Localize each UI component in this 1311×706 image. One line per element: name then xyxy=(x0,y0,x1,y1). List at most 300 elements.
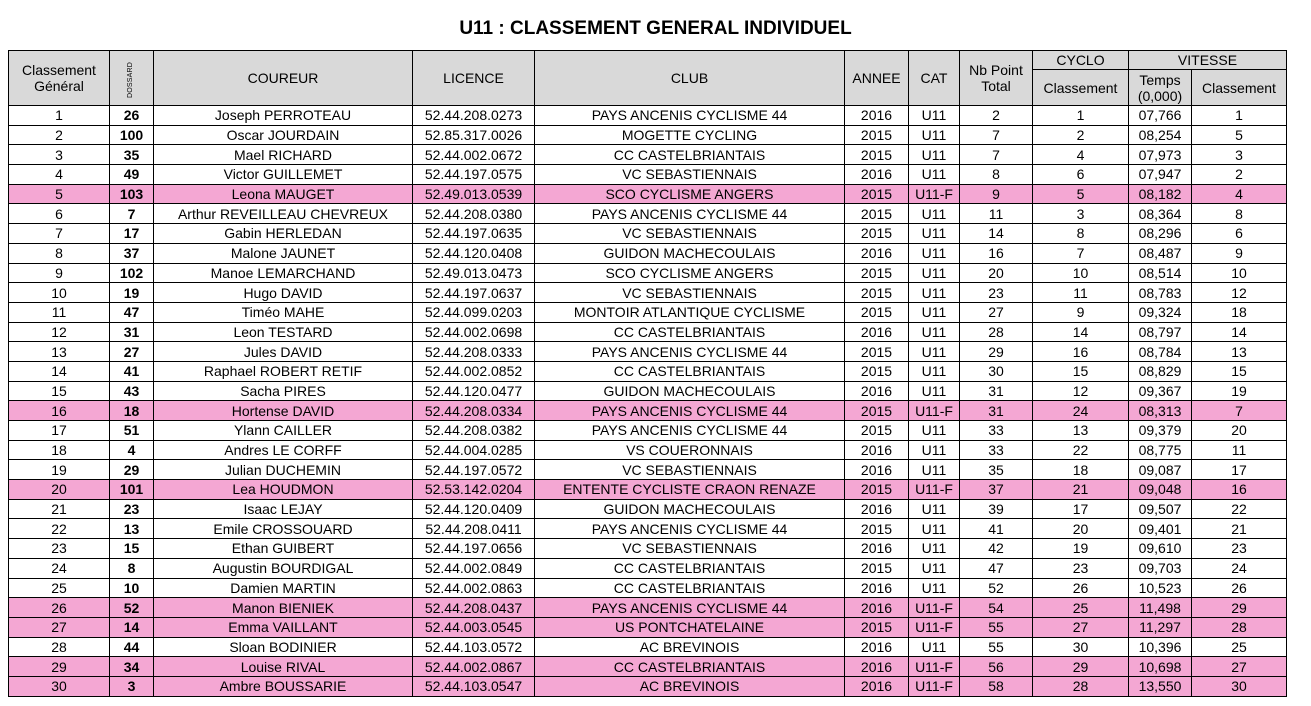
cell-vitesse-temps: 08,829 xyxy=(1129,361,1192,381)
cell-classement-general: 14 xyxy=(9,361,110,381)
cell-cyclo-classement: 23 xyxy=(1033,558,1129,578)
cell-club: CC CASTELBRIANTAIS xyxy=(535,657,845,677)
cell-cat: U11 xyxy=(909,283,960,303)
cell-nb-point-total: 23 xyxy=(960,283,1033,303)
cell-dossard: 44 xyxy=(110,637,154,657)
cell-licence: 52.44.208.0437 xyxy=(413,598,535,618)
cell-dossard: 49 xyxy=(110,165,154,185)
cell-coureur: Mael RICHARD xyxy=(154,145,413,165)
cell-classement-general: 10 xyxy=(9,283,110,303)
table-row xyxy=(9,381,1287,401)
cell-nb-point-total: 47 xyxy=(960,558,1033,578)
cell-licence: 52.44.120.0408 xyxy=(413,243,535,263)
cell-club: GUIDON MACHECOULAIS xyxy=(535,243,845,263)
cell-classement-general: 9 xyxy=(9,263,110,283)
cell-licence: 52.44.208.0411 xyxy=(413,519,535,539)
cell-classement-general: 26 xyxy=(9,598,110,618)
cell-vitesse-temps: 10,698 xyxy=(1129,657,1192,677)
cell-vitesse-temps: 08,313 xyxy=(1129,401,1192,421)
cell-licence: 52.44.197.0637 xyxy=(413,283,535,303)
cell-club: ENTENTE CYCLISTE CRAON RENAZE xyxy=(535,480,845,500)
table-row xyxy=(9,263,1287,283)
cell-club: CC CASTELBRIANTAIS xyxy=(535,361,845,381)
cell-licence: 52.44.208.0382 xyxy=(413,421,535,441)
cell-club: PAYS ANCENIS CYCLISME 44 xyxy=(535,204,845,224)
table-row xyxy=(9,480,1287,500)
cell-annee: 2015 xyxy=(845,558,909,578)
cell-nb-point-total: 7 xyxy=(960,125,1033,145)
cell-cat: U11 xyxy=(909,342,960,362)
page-title: U11 : CLASSEMENT GENERAL INDIVIDUEL xyxy=(459,18,852,39)
header-vitesse-temps: Temps (0,000) xyxy=(1129,70,1192,106)
cell-vitesse-classement: 22 xyxy=(1192,499,1287,519)
cell-dossard: 3 xyxy=(110,676,154,696)
cell-dossard: 47 xyxy=(110,302,154,322)
table-row xyxy=(9,598,1287,618)
cell-coureur: Leon TESTARD xyxy=(154,322,413,342)
cell-classement-general: 13 xyxy=(9,342,110,362)
cell-club: CC CASTELBRIANTAIS xyxy=(535,578,845,598)
cell-classement-general: 8 xyxy=(9,243,110,263)
cell-annee: 2015 xyxy=(845,283,909,303)
cell-cat: U11 xyxy=(909,361,960,381)
header-licence: LICENCE xyxy=(413,51,535,106)
header-annee: ANNEE xyxy=(845,51,909,106)
cell-cat: U11-F xyxy=(909,184,960,204)
cell-cyclo-classement: 2 xyxy=(1033,125,1129,145)
cell-nb-point-total: 58 xyxy=(960,676,1033,696)
cell-classement-general: 30 xyxy=(9,676,110,696)
cell-coureur: Emma VAILLANT xyxy=(154,617,413,637)
cell-club: VC SEBASTIENNAIS xyxy=(535,165,845,185)
cell-cat: U11-F xyxy=(909,676,960,696)
cell-cyclo-classement: 4 xyxy=(1033,145,1129,165)
cell-dossard: 8 xyxy=(110,558,154,578)
header-vitesse: VITESSE xyxy=(1129,51,1287,70)
cell-annee: 2016 xyxy=(845,243,909,263)
cell-cyclo-classement: 13 xyxy=(1033,421,1129,441)
cell-licence: 52.44.208.0273 xyxy=(413,106,535,126)
cell-cyclo-classement: 19 xyxy=(1033,539,1129,559)
cell-dossard: 13 xyxy=(110,519,154,539)
cell-vitesse-temps: 07,766 xyxy=(1129,106,1192,126)
cell-annee: 2016 xyxy=(845,676,909,696)
table-row xyxy=(9,519,1287,539)
cell-vitesse-temps: 09,401 xyxy=(1129,519,1192,539)
cell-vitesse-classement: 1 xyxy=(1192,106,1287,126)
cell-nb-point-total: 52 xyxy=(960,578,1033,598)
cell-cyclo-classement: 9 xyxy=(1033,302,1129,322)
cell-club: PAYS ANCENIS CYCLISME 44 xyxy=(535,598,845,618)
cell-licence: 52.44.103.0547 xyxy=(413,676,535,696)
cell-vitesse-classement: 15 xyxy=(1192,361,1287,381)
table-body xyxy=(9,106,1287,697)
cell-cyclo-classement: 1 xyxy=(1033,106,1129,126)
cell-cyclo-classement: 30 xyxy=(1033,637,1129,657)
cell-cat: U11-F xyxy=(909,480,960,500)
cell-vitesse-temps: 09,367 xyxy=(1129,381,1192,401)
cell-coureur: Raphael ROBERT RETIF xyxy=(154,361,413,381)
cell-nb-point-total: 20 xyxy=(960,263,1033,283)
cell-dossard: 17 xyxy=(110,224,154,244)
cell-cyclo-classement: 16 xyxy=(1033,342,1129,362)
cell-nb-point-total: 11 xyxy=(960,204,1033,224)
cell-annee: 2015 xyxy=(845,145,909,165)
cell-vitesse-temps: 08,296 xyxy=(1129,224,1192,244)
cell-nb-point-total: 33 xyxy=(960,421,1033,441)
cell-coureur: Malone JAUNET xyxy=(154,243,413,263)
cell-classement-general: 29 xyxy=(9,657,110,677)
cell-licence: 52.44.002.0698 xyxy=(413,322,535,342)
cell-cyclo-classement: 12 xyxy=(1033,381,1129,401)
cell-cat: U11 xyxy=(909,381,960,401)
cell-annee: 2015 xyxy=(845,342,909,362)
cell-classement-general: 3 xyxy=(9,145,110,165)
cell-annee: 2015 xyxy=(845,302,909,322)
cell-annee: 2015 xyxy=(845,125,909,145)
cell-vitesse-classement: 19 xyxy=(1192,381,1287,401)
cell-licence: 52.85.317.0026 xyxy=(413,125,535,145)
cell-licence: 52.44.197.0635 xyxy=(413,224,535,244)
cell-annee: 2015 xyxy=(845,480,909,500)
cell-cat: U11 xyxy=(909,302,960,322)
table-row xyxy=(9,637,1287,657)
cell-annee: 2016 xyxy=(845,539,909,559)
cell-coureur: Julian DUCHEMIN xyxy=(154,460,413,480)
cell-coureur: Hortense DAVID xyxy=(154,401,413,421)
cell-vitesse-temps: 08,797 xyxy=(1129,322,1192,342)
header-dossard xyxy=(110,51,154,106)
cell-vitesse-temps: 07,947 xyxy=(1129,165,1192,185)
cell-cat: U11-F xyxy=(909,657,960,677)
cell-cat: U11 xyxy=(909,558,960,578)
cell-coureur: Oscar JOURDAIN xyxy=(154,125,413,145)
cell-nb-point-total: 2 xyxy=(960,106,1033,126)
cell-licence: 52.44.002.0852 xyxy=(413,361,535,381)
cell-annee: 2015 xyxy=(845,263,909,283)
table-row xyxy=(9,539,1287,559)
cell-classement-general: 12 xyxy=(9,322,110,342)
cell-coureur: Joseph PERROTEAU xyxy=(154,106,413,126)
cell-licence: 52.44.208.0334 xyxy=(413,401,535,421)
cell-annee: 2015 xyxy=(845,617,909,637)
cell-vitesse-temps: 08,182 xyxy=(1129,184,1192,204)
cell-vitesse-classement: 8 xyxy=(1192,204,1287,224)
cell-dossard: 4 xyxy=(110,440,154,460)
cell-licence: 52.44.003.0545 xyxy=(413,617,535,637)
cell-coureur: Arthur REVEILLEAU CHEVREUX xyxy=(154,204,413,224)
cell-cat: U11 xyxy=(909,106,960,126)
cell-coureur: Victor GUILLEMET xyxy=(154,165,413,185)
cell-cat: U11 xyxy=(909,440,960,460)
cell-annee: 2016 xyxy=(845,322,909,342)
header-coureur: COUREUR xyxy=(154,51,413,106)
cell-coureur: Louise RIVAL xyxy=(154,657,413,677)
cell-annee: 2016 xyxy=(845,637,909,657)
cell-vitesse-temps: 11,498 xyxy=(1129,598,1192,618)
cell-licence: 52.49.013.0473 xyxy=(413,263,535,283)
cell-dossard: 101 xyxy=(110,480,154,500)
cell-classement-general: 5 xyxy=(9,184,110,204)
cell-cyclo-classement: 3 xyxy=(1033,204,1129,224)
cell-licence: 52.44.103.0572 xyxy=(413,637,535,657)
cell-licence: 52.44.208.0380 xyxy=(413,204,535,224)
table-row xyxy=(9,145,1287,165)
header-cyclo: CYCLO xyxy=(1033,51,1129,70)
table-row xyxy=(9,617,1287,637)
cell-cat: U11-F xyxy=(909,401,960,421)
cell-cat: U11 xyxy=(909,224,960,244)
cell-club: PAYS ANCENIS CYCLISME 44 xyxy=(535,106,845,126)
cell-cyclo-classement: 21 xyxy=(1033,480,1129,500)
cell-vitesse-temps: 08,254 xyxy=(1129,125,1192,145)
cell-coureur: Damien MARTIN xyxy=(154,578,413,598)
cell-vitesse-temps: 09,507 xyxy=(1129,499,1192,519)
cell-cyclo-classement: 22 xyxy=(1033,440,1129,460)
cell-vitesse-temps: 08,784 xyxy=(1129,342,1192,362)
cell-vitesse-classement: 5 xyxy=(1192,125,1287,145)
cell-vitesse-temps: 09,703 xyxy=(1129,558,1192,578)
header-classement-general: Classement Général xyxy=(9,51,110,106)
table-row xyxy=(9,243,1287,263)
cell-classement-general: 17 xyxy=(9,421,110,441)
cell-licence: 52.44.002.0849 xyxy=(413,558,535,578)
cell-nb-point-total: 56 xyxy=(960,657,1033,677)
cell-coureur: Manon BIENIEK xyxy=(154,598,413,618)
cell-vitesse-classement: 29 xyxy=(1192,598,1287,618)
cell-annee: 2016 xyxy=(845,165,909,185)
cell-licence: 52.44.099.0203 xyxy=(413,302,535,322)
cell-coureur: Jules DAVID xyxy=(154,342,413,362)
cell-vitesse-classement: 14 xyxy=(1192,322,1287,342)
cell-vitesse-classement: 7 xyxy=(1192,401,1287,421)
cell-vitesse-temps: 09,048 xyxy=(1129,480,1192,500)
cell-vitesse-temps: 08,783 xyxy=(1129,283,1192,303)
table-row xyxy=(9,401,1287,421)
cell-annee: 2016 xyxy=(845,499,909,519)
cell-vitesse-classement: 12 xyxy=(1192,283,1287,303)
cell-annee: 2015 xyxy=(845,519,909,539)
cell-nb-point-total: 14 xyxy=(960,224,1033,244)
table-row xyxy=(9,578,1287,598)
header-nb-point-total: Nb Point Total xyxy=(960,51,1033,106)
cell-vitesse-temps: 08,775 xyxy=(1129,440,1192,460)
table-row xyxy=(9,204,1287,224)
cell-classement-general: 6 xyxy=(9,204,110,224)
cell-dossard: 35 xyxy=(110,145,154,165)
header-club: CLUB xyxy=(535,51,845,106)
cell-dossard: 18 xyxy=(110,401,154,421)
cell-vitesse-temps: 10,523 xyxy=(1129,578,1192,598)
cell-cat: U11 xyxy=(909,637,960,657)
cell-classement-general: 18 xyxy=(9,440,110,460)
cell-cyclo-classement: 24 xyxy=(1033,401,1129,421)
cell-classement-general: 1 xyxy=(9,106,110,126)
cell-nb-point-total: 33 xyxy=(960,440,1033,460)
cell-vitesse-classement: 4 xyxy=(1192,184,1287,204)
cell-vitesse-classement: 3 xyxy=(1192,145,1287,165)
cell-club: AC BREVINOIS xyxy=(535,637,845,657)
cell-coureur: Emile CROSSOUARD xyxy=(154,519,413,539)
cell-dossard: 14 xyxy=(110,617,154,637)
cell-annee: 2015 xyxy=(845,204,909,224)
cell-classement-general: 20 xyxy=(9,480,110,500)
cell-vitesse-classement: 6 xyxy=(1192,224,1287,244)
cell-cyclo-classement: 5 xyxy=(1033,184,1129,204)
cell-coureur: Lea HOUDMON xyxy=(154,480,413,500)
table-row xyxy=(9,165,1287,185)
cell-annee: 2015 xyxy=(845,361,909,381)
cell-classement-general: 4 xyxy=(9,165,110,185)
cell-vitesse-classement: 24 xyxy=(1192,558,1287,578)
cell-annee: 2016 xyxy=(845,440,909,460)
cell-club: MONTOIR ATLANTIQUE CYCLISME xyxy=(535,302,845,322)
cell-club: GUIDON MACHECOULAIS xyxy=(535,381,845,401)
cell-dossard: 34 xyxy=(110,657,154,677)
cell-coureur: Augustin BOURDIGAL xyxy=(154,558,413,578)
cell-cyclo-classement: 15 xyxy=(1033,361,1129,381)
table-row xyxy=(9,361,1287,381)
cell-club: VC SEBASTIENNAIS xyxy=(535,539,845,559)
cell-annee: 2016 xyxy=(845,598,909,618)
cell-nb-point-total: 30 xyxy=(960,361,1033,381)
cell-annee: 2015 xyxy=(845,224,909,244)
cell-nb-point-total: 16 xyxy=(960,243,1033,263)
cell-dossard: 100 xyxy=(110,125,154,145)
cell-licence: 52.44.002.0672 xyxy=(413,145,535,165)
cell-annee: 2015 xyxy=(845,184,909,204)
cell-cat: U11 xyxy=(909,243,960,263)
cell-coureur: Timéo MAHE xyxy=(154,302,413,322)
cell-cat: U11-F xyxy=(909,598,960,618)
cell-coureur: Ambre BOUSSARIE xyxy=(154,676,413,696)
cell-classement-general: 7 xyxy=(9,224,110,244)
cell-cyclo-classement: 7 xyxy=(1033,243,1129,263)
table-row xyxy=(9,440,1287,460)
cell-licence: 52.44.197.0575 xyxy=(413,165,535,185)
header-cat: CAT xyxy=(909,51,960,106)
cell-cyclo-classement: 14 xyxy=(1033,322,1129,342)
cell-club: PAYS ANCENIS CYCLISME 44 xyxy=(535,342,845,362)
cell-dossard: 31 xyxy=(110,322,154,342)
cell-club: PAYS ANCENIS CYCLISME 44 xyxy=(535,421,845,441)
cell-classement-general: 25 xyxy=(9,578,110,598)
table-row xyxy=(9,184,1287,204)
cell-licence: 52.44.208.0333 xyxy=(413,342,535,362)
cell-vitesse-classement: 30 xyxy=(1192,676,1287,696)
cell-dossard: 19 xyxy=(110,283,154,303)
cell-annee: 2015 xyxy=(845,401,909,421)
cell-vitesse-temps: 09,324 xyxy=(1129,302,1192,322)
results-table xyxy=(8,50,1287,697)
cell-classement-general: 27 xyxy=(9,617,110,637)
cell-annee: 2016 xyxy=(845,106,909,126)
cell-vitesse-temps: 09,379 xyxy=(1129,421,1192,441)
cell-vitesse-classement: 10 xyxy=(1192,263,1287,283)
cell-annee: 2016 xyxy=(845,381,909,401)
cell-club: US PONTCHATELAINE xyxy=(535,617,845,637)
cell-annee: 2015 xyxy=(845,421,909,441)
cell-vitesse-temps: 08,514 xyxy=(1129,263,1192,283)
cell-nb-point-total: 37 xyxy=(960,480,1033,500)
cell-vitesse-classement: 28 xyxy=(1192,617,1287,637)
table-row xyxy=(9,283,1287,303)
cell-nb-point-total: 55 xyxy=(960,617,1033,637)
cell-cyclo-classement: 17 xyxy=(1033,499,1129,519)
cell-cat: U11 xyxy=(909,519,960,539)
cell-club: SCO CYCLISME ANGERS xyxy=(535,263,845,283)
cell-classement-general: 23 xyxy=(9,539,110,559)
cell-nb-point-total: 28 xyxy=(960,322,1033,342)
cell-nb-point-total: 54 xyxy=(960,598,1033,618)
table-row xyxy=(9,558,1287,578)
cell-dossard: 43 xyxy=(110,381,154,401)
cell-vitesse-temps: 09,087 xyxy=(1129,460,1192,480)
cell-club: CC CASTELBRIANTAIS xyxy=(535,145,845,165)
cell-cyclo-classement: 18 xyxy=(1033,460,1129,480)
cell-nb-point-total: 55 xyxy=(960,637,1033,657)
cell-cat: U11 xyxy=(909,204,960,224)
cell-licence: 52.44.002.0867 xyxy=(413,657,535,677)
cell-cyclo-classement: 11 xyxy=(1033,283,1129,303)
cell-classement-general: 2 xyxy=(9,125,110,145)
cell-dossard: 52 xyxy=(110,598,154,618)
cell-cat: U11 xyxy=(909,125,960,145)
cell-nb-point-total: 9 xyxy=(960,184,1033,204)
table-row xyxy=(9,302,1287,322)
cell-nb-point-total: 42 xyxy=(960,539,1033,559)
cell-licence: 52.53.142.0204 xyxy=(413,480,535,500)
cell-vitesse-classement: 26 xyxy=(1192,578,1287,598)
cell-licence: 52.44.120.0409 xyxy=(413,499,535,519)
cell-vitesse-classement: 11 xyxy=(1192,440,1287,460)
cell-classement-general: 15 xyxy=(9,381,110,401)
cell-vitesse-classement: 21 xyxy=(1192,519,1287,539)
cell-cat: U11 xyxy=(909,421,960,441)
cell-club: CC CASTELBRIANTAIS xyxy=(535,322,845,342)
cell-cat: U11-F xyxy=(909,617,960,637)
cell-vitesse-classement: 18 xyxy=(1192,302,1287,322)
table-row xyxy=(9,460,1287,480)
cell-coureur: Ylann CAILLER xyxy=(154,421,413,441)
cell-club: GUIDON MACHECOULAIS xyxy=(535,499,845,519)
cell-vitesse-temps: 08,364 xyxy=(1129,204,1192,224)
cell-dossard: 29 xyxy=(110,460,154,480)
cell-nb-point-total: 31 xyxy=(960,401,1033,421)
cell-cat: U11 xyxy=(909,145,960,165)
table-row xyxy=(9,224,1287,244)
header-vitesse-classement: Classement xyxy=(1192,70,1287,106)
cell-dossard: 26 xyxy=(110,106,154,126)
cell-cat: U11 xyxy=(909,322,960,342)
cell-classement-general: 19 xyxy=(9,460,110,480)
cell-vitesse-classement: 2 xyxy=(1192,165,1287,185)
cell-classement-general: 11 xyxy=(9,302,110,322)
cell-nb-point-total: 41 xyxy=(960,519,1033,539)
cell-vitesse-temps: 07,973 xyxy=(1129,145,1192,165)
cell-dossard: 51 xyxy=(110,421,154,441)
cell-licence: 52.44.002.0863 xyxy=(413,578,535,598)
cell-coureur: Manoe LEMARCHAND xyxy=(154,263,413,283)
cell-club: VC SEBASTIENNAIS xyxy=(535,283,845,303)
header-cyclo-classement: Classement xyxy=(1033,70,1129,106)
cell-vitesse-classement: 23 xyxy=(1192,539,1287,559)
cell-coureur: Hugo DAVID xyxy=(154,283,413,303)
cell-vitesse-temps: 09,610 xyxy=(1129,539,1192,559)
cell-classement-general: 28 xyxy=(9,637,110,657)
cell-cyclo-classement: 25 xyxy=(1033,598,1129,618)
cell-nb-point-total: 27 xyxy=(960,302,1033,322)
